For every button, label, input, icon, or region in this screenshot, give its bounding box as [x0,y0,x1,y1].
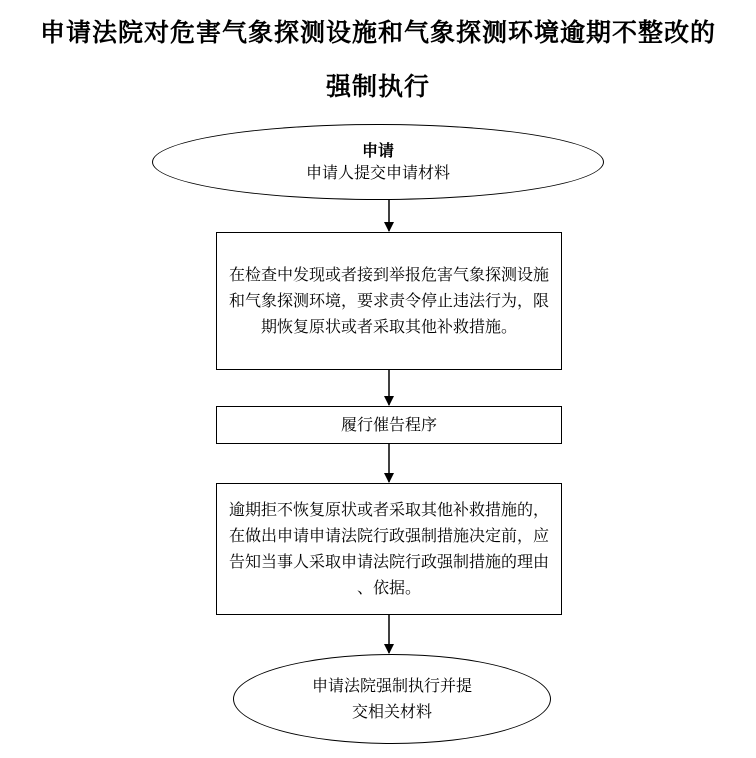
node-apply-text: 申请人提交申请材料 [305,163,450,182]
node-execute [233,654,551,744]
node-notice [216,406,562,444]
diagram-title-line-2: 强制执行 [325,72,430,101]
node-inspect-text: 在检查中发现或者接到举报危害气象探测设施和气象探测环境，要求责令停止违法行为，限期恢复原状或者采取其他补救措施。 [229,265,550,336]
node-notice-text: 履行催告程序 [340,415,437,434]
node-inspect [216,232,562,370]
node-overdue [216,483,562,615]
node-apply-heading: 申请 [361,141,394,160]
node-apply [152,124,604,200]
node-execute-text: 申请法院强制执行并提交相关材料 [311,676,472,721]
node-overdue-text: 逾期拒不恢复原状或者采取其他补救措施的，在做出申请申请法院行政强制措施决定前，应告知当事人采取申请法院行政强制措施的理由 、依据。 [229,500,550,597]
diagram-title-line-1: 申请法院对危害气象探测设施和气象探测环境逾期不整改的 [39,18,716,47]
